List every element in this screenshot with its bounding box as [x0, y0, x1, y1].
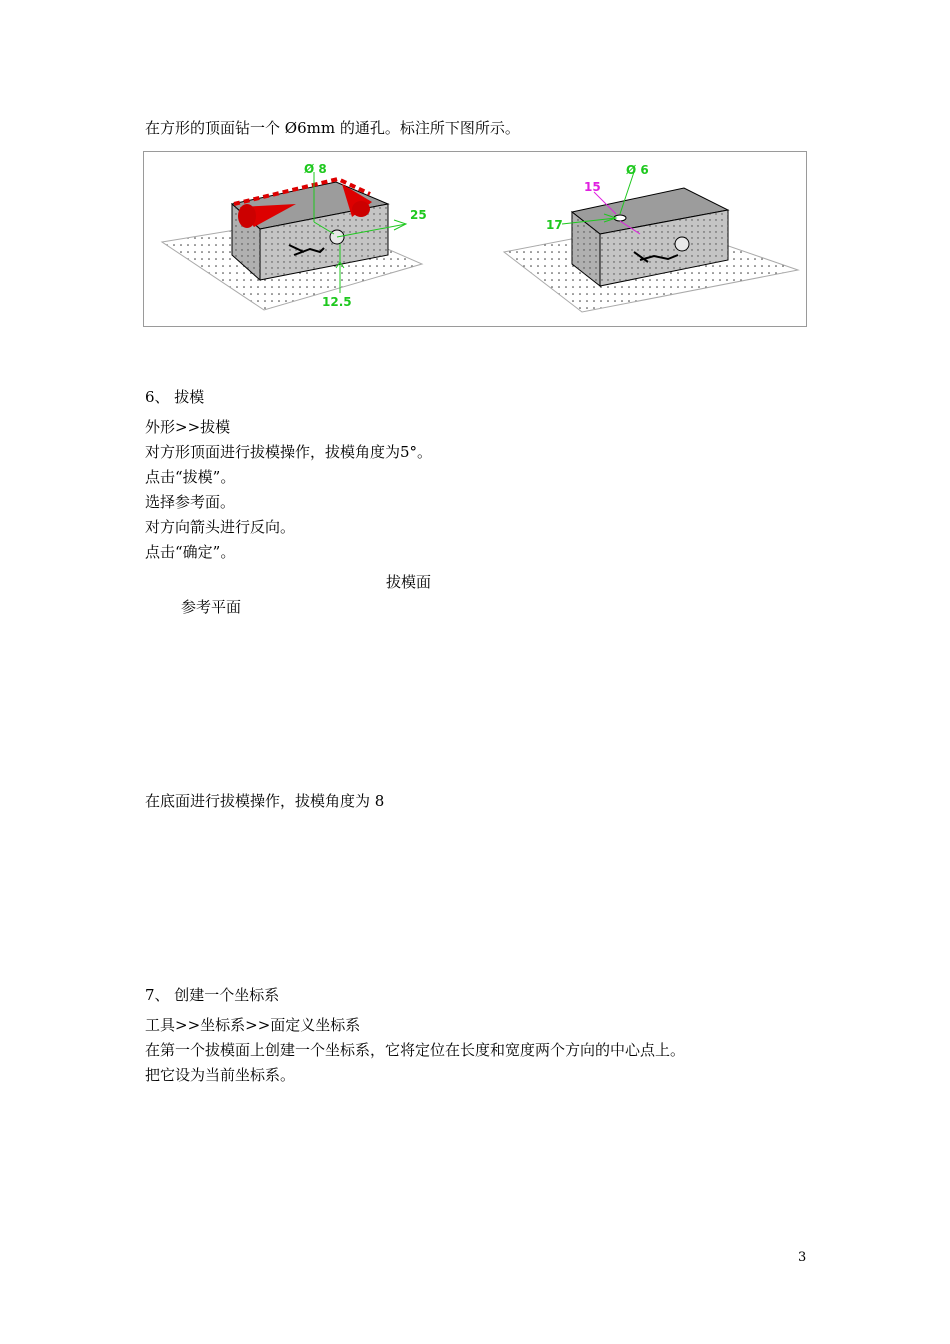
right-model — [504, 163, 798, 312]
section7-heading: 7、 创建一个坐标系 — [145, 986, 280, 1004]
page-number: 3 — [798, 1250, 807, 1265]
section6-line-2: 对方形顶面进行拔模操作，拔模角度为5°。 — [145, 443, 433, 461]
section6-line-3: 点击“拔模”。 — [145, 468, 236, 486]
section6-heading: 6、 拔模 — [145, 388, 205, 406]
right-top-label: 15 — [584, 180, 601, 194]
bottom-draft-note: 在底面进行拔模操作，拔模角度为 8 — [145, 792, 385, 810]
section7-line-1: 工具>>坐标系>>面定义坐标系 — [145, 1016, 361, 1034]
right-diameter-label: Ø 6 — [626, 163, 649, 177]
cad-figure-drawing — [144, 152, 806, 326]
right-left-label: 17 — [546, 218, 563, 232]
reference-plane-label: 参考平面 — [181, 598, 242, 616]
section7-line-2: 在第一个拔模面上创建一个坐标系，它将定位在长度和宽度两个方向的中心点上。 — [145, 1041, 686, 1059]
section6-line-1: 外形>>拔模 — [145, 418, 231, 436]
left-diameter-label: Ø 8 — [304, 162, 327, 176]
draft-face-label: 拔模面 — [386, 573, 432, 591]
section7-line-3: 把它设为当前坐标系。 — [145, 1066, 296, 1084]
left-width-label: 25 — [410, 208, 427, 222]
left-model — [162, 162, 427, 310]
cad-figure — [143, 151, 807, 327]
left-offset-label: 12.5 — [322, 295, 352, 309]
section6-line-6: 点击“确定”。 — [145, 543, 236, 561]
intro-text: 在方形的顶面钻一个 Ø6mm 的通孔。标注所下图所示。 — [145, 119, 520, 137]
section6-line-5: 对方向箭头进行反向。 — [145, 518, 296, 536]
right-hole-marker — [675, 237, 689, 251]
section6-line-4: 选择参考面。 — [145, 493, 236, 511]
